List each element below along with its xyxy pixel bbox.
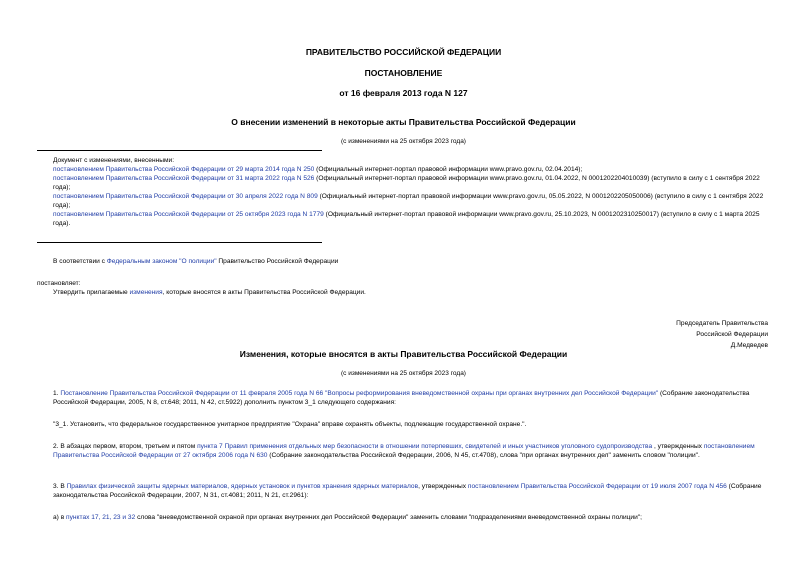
annex-item-2 <box>37 442 769 460</box>
signature-block <box>676 318 768 351</box>
document-title: О внесении изменений в некоторые акты Правительства Российской Федерации <box>231 117 576 127</box>
item-number: 1. <box>53 390 61 397</box>
quote-text: "3_1. Установить, что федеральное государственное унитарное предприятие "Охрана" вправе охранять объекты, подлежащие государственной охране.". <box>53 421 527 428</box>
annex-item-1 <box>37 389 769 407</box>
decree-text: Утвердить прилагаемые <box>53 289 130 296</box>
item-text: (Собрание законодательства Российской Федерации, 2007, N 31, ст.4081; 2011, N 21, ст.2961): <box>53 483 762 499</box>
amendment-link[interactable]: постановлением Правительства Российской Федерации от 30 апреля 2022 года N 809 <box>53 193 318 200</box>
edition-note: (с изменениями на 25 октября 2023 года) <box>341 138 466 145</box>
preamble-text: В соответствии с <box>53 258 107 265</box>
signature-position: Председатель Правительства <box>676 320 768 327</box>
amendment-link[interactable]: постановлением Правительства Российской Федерации от 25 октября 2023 года N 1779 <box>53 211 324 218</box>
police-law-link[interactable]: Федеральным законом "О полиции" <box>106 258 217 265</box>
document-type: ПОСТАНОВЛЕНИЕ <box>364 68 443 78</box>
amendment-source: (Официальный интернет-портал правовой информации www.pravo.gov.ru, 01.04.2022, N 0001202204010039) (вступило в силу с 1 сентября 2022 года); <box>53 175 760 191</box>
annex-item-1-quote <box>37 420 769 429</box>
signature-position: Российской Федерации <box>696 331 768 338</box>
government-heading: ПРАВИТЕЛЬСТВО РОССИЙСКОЙ ФЕДЕРАЦИИ <box>305 47 502 57</box>
item-text: (Собрание законодательства Российской Федерации, 2005, N 8, ст.648; 2011, N 42, ст.5922) дополнить пунктом 3_1 следующего содержания: <box>53 390 750 406</box>
resolution-66-link[interactable]: Постановление Правительства Российской Федерации от 11 февраля 2005 года N 66 "Вопросы реформирования вневедомственной охраны при органах внутренних дел Российской Федерации" <box>60 390 659 397</box>
item-text: слова "вневедомственной охраной при органах внутренних дел Российской Федерации" заменить словами "подразделениями вневедомственной охраны полиции"; <box>135 514 642 521</box>
annex-edition: (с изменениями на 25 октября 2023 года) <box>341 370 466 377</box>
changes-link[interactable]: изменения <box>129 289 163 296</box>
signature-name: Д.Медведев <box>730 342 768 349</box>
amendments-block <box>37 156 769 228</box>
amendment-source: (Официальный интернет-портал правовой информации www.pravo.gov.ru, 05.05.2022, N 0001202205050006) (вступило в силу с 1 сентября 2022 года); <box>53 193 764 209</box>
amendment-source: (Официальный интернет-портал правовой информации www.pravo.gov.ru, 02.04.2014); <box>314 166 583 173</box>
item-text: 3. В <box>53 483 67 490</box>
preamble <box>37 257 769 266</box>
divider-top <box>37 150 322 151</box>
nuclear-rules-link[interactable]: Правилах физической защиты ядерных материалов, ядерных установок и пунктов хранения ядерных материалов <box>66 483 419 490</box>
amendment-item <box>37 165 769 174</box>
amendment-item <box>37 210 769 228</box>
item-7-link[interactable]: пункта 7 <box>197 443 223 450</box>
points-link[interactable]: пунктах 17, 21, 23 и 32 <box>66 514 136 521</box>
item-text: (Собрание законодательства Российской Федерации, 2006, N 45, ст.4708), слова "при органах внутренних дел" заменить словом "полиции". <box>267 452 700 459</box>
decree-text: , которые вносятся в акты Правительства Российской Федерации. <box>162 289 366 296</box>
amendment-link[interactable]: постановлением Правительства Российской Федерации от 29 марта 2014 года N 250 <box>53 166 315 173</box>
annex-title: Изменения, которые вносятся в акты Правительства Российской Федерации <box>239 349 568 359</box>
item-text: а) в <box>53 514 67 521</box>
resolution-456-link[interactable]: постановлением Правительства Российской Федерации от 19 июля 2007 года N 456 <box>467 483 727 490</box>
decree-word: постановляет: <box>37 280 81 287</box>
decree <box>37 279 769 297</box>
amendment-link[interactable]: постановлением Правительства Российской Федерации от 31 марта 2022 года N 526 <box>53 175 315 182</box>
resolution-630-link[interactable]: постановлением Правительства Российской Федерации от 27 октября 2006 года N 630 <box>53 443 755 459</box>
document-date: от 16 февраля 2013 года N 127 <box>339 88 468 98</box>
annex-item-3a <box>37 513 769 522</box>
item-text: , утвержденных <box>652 443 704 450</box>
amendment-item <box>37 174 769 192</box>
annex-item-3 <box>37 482 769 500</box>
amendment-item <box>37 192 769 210</box>
item-text: 2. В абзацах первом, втором, третьем и пятом <box>53 443 198 450</box>
amendments-intro: Документ с изменениями, внесенными: <box>53 157 175 164</box>
preamble-text: Правительство Российской Федерации <box>216 258 339 265</box>
item-text: , утвержденных <box>418 483 468 490</box>
safety-rules-link[interactable]: Правил применения отдельных мер безопасности в отношении потерпевших, свидетелей и иных участников уголовного судопроизводства <box>224 443 653 450</box>
amendment-source: (Официальный интернет-портал правовой информации www.pravo.gov.ru, 25.10.2023, N 0001202310250017) (вступило в силу с 1 марта 2025 года). <box>53 211 760 227</box>
divider-bottom <box>37 242 322 243</box>
